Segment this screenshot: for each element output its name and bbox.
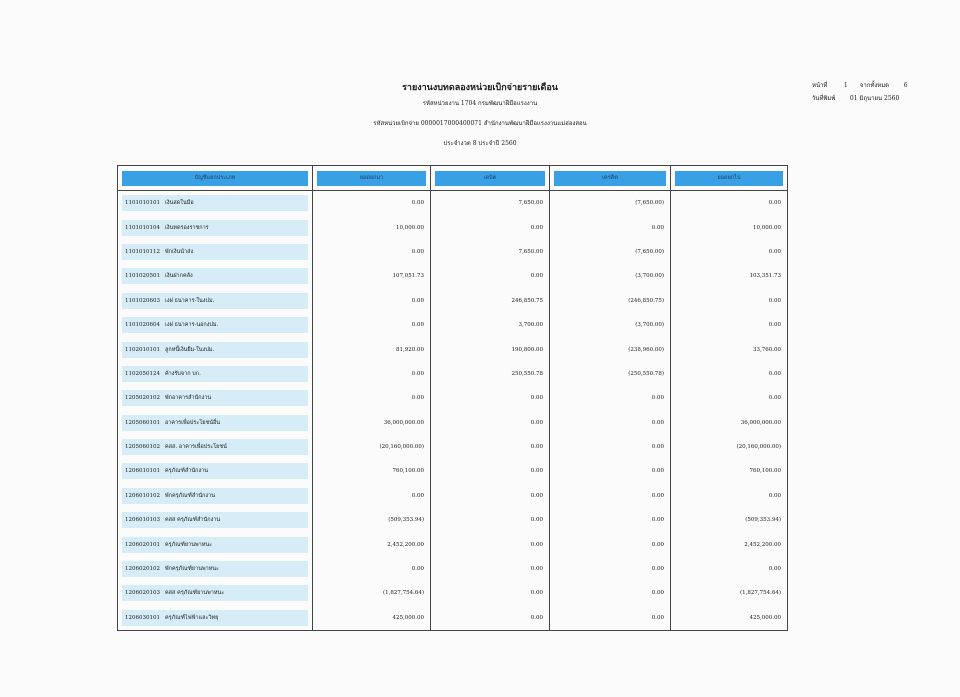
brought-forward-cell: (509,353.94): [313, 508, 431, 532]
print-date: 01 มิถุนายน 2560: [849, 95, 900, 102]
col-header-carried-forward: ยอดยกไป: [671, 166, 788, 191]
table-row: [118, 557, 788, 581]
account-code: 1205020102: [125, 395, 160, 402]
table-row: [118, 289, 788, 313]
trial-balance-table: [117, 165, 788, 631]
debit-cell: 0.00: [431, 459, 550, 483]
col-header-debit: เดบิต: [431, 166, 550, 191]
credit-cell: 0.00: [550, 411, 671, 435]
credit-cell: (3,700.00): [550, 313, 671, 337]
debit-cell: 250,550.78: [431, 362, 550, 386]
page-label: หน้าที่: [812, 82, 828, 89]
disbursement-unit-line: รหัสหน่วยเบิกจ่าย 0000017000400071 สำนักงานพัฒนาฝีมือแรงงานแม่ฮ่องสอน: [373, 120, 587, 127]
account-name: พักอาคารสำนักงาน: [165, 395, 212, 402]
period-line: ประจำงวด 8 ประจำปี 2560: [443, 140, 517, 147]
table-row: [118, 337, 788, 361]
credit-cell: (7,650.00): [550, 240, 671, 264]
account-cell: [118, 240, 313, 264]
debit-cell: 3,700.00: [431, 313, 550, 337]
credit-cell: 0.00: [550, 435, 671, 459]
account-cell: [118, 191, 313, 216]
brought-forward-cell: 36,000,000.00: [313, 411, 431, 435]
carried-forward-cell: 0.00: [671, 557, 788, 581]
account-name: คสส ครุภัณฑ์สำนักงาน: [165, 517, 221, 524]
credit-cell: 0.00: [550, 581, 671, 605]
debit-cell: 0.00: [431, 484, 550, 508]
account-code: 1206010101: [125, 468, 160, 475]
account-code: 1206010102: [125, 492, 160, 499]
brought-forward-cell: (1,827,754.64): [313, 581, 431, 605]
col-header-brought-forward: ยอดยกมา: [313, 166, 431, 191]
account-name: เงฝ ธนาคาร-นอกงปม.: [165, 322, 219, 329]
agency-line: รหัสหน่วยงาน 1704 กรมพัฒนาฝีมือแรงงาน: [422, 100, 538, 107]
account-name: พักครุภัณฑ์ยานพาหนะ: [165, 566, 220, 573]
debit-cell: 0.00: [431, 215, 550, 239]
carried-forward-cell: 2,452,200.00: [671, 532, 788, 556]
carried-forward-cell: (1,827,754.64): [671, 581, 788, 605]
carried-forward-cell: (509,353.94): [671, 508, 788, 532]
account-cell: [118, 606, 313, 631]
page-number: 1: [843, 82, 848, 89]
report-title: รายงานงบทดลองหน่วยเบิกจ่ายรายเดือน: [402, 83, 558, 93]
table-header-row: [118, 166, 788, 191]
carried-forward-cell: 36,000,000.00: [671, 411, 788, 435]
table-row: [118, 411, 788, 435]
account-name: พักครุภัณฑ์สำนักงาน: [165, 492, 215, 499]
account-cell: [118, 215, 313, 239]
brought-forward-cell: 0.00: [313, 313, 431, 337]
account-code: 1101020501: [125, 273, 160, 280]
brought-forward-cell: 0.00: [313, 240, 431, 264]
credit-cell: (3,700.00): [550, 264, 671, 288]
account-code: 1101010101: [125, 200, 160, 207]
account-cell: [118, 435, 313, 459]
account-cell: [118, 264, 313, 288]
credit-cell: (250,550.78): [550, 362, 671, 386]
account-name: ครุภัณฑ์ยานพาหนะ: [165, 541, 213, 548]
debit-cell: 0.00: [431, 411, 550, 435]
table-row: [118, 459, 788, 483]
account-code: 1101010112: [125, 248, 160, 255]
account-cell: [118, 362, 313, 386]
page-info: [812, 80, 908, 90]
credit-cell: 0.00: [550, 532, 671, 556]
table-row: [118, 240, 788, 264]
account-cell: [118, 532, 313, 556]
account-name: ครุภัณฑ์ไฟฟ้าและวิทยุ: [165, 614, 219, 621]
credit-cell: 0.00: [550, 386, 671, 410]
table-row: [118, 606, 788, 631]
print-date-info: [812, 93, 899, 103]
debit-cell: 0.00: [431, 508, 550, 532]
col-header-credit: เครดิต: [550, 166, 671, 191]
brought-forward-cell: 0.00: [313, 289, 431, 313]
account-name: เงินฝากคลัง: [165, 273, 193, 280]
carried-forward-cell: 33,760.00: [671, 337, 788, 361]
account-name: พักเงินนำส่ง: [165, 248, 194, 255]
debit-cell: 7,650.00: [431, 191, 550, 216]
carried-forward-cell: 0.00: [671, 240, 788, 264]
account-code: 1101020604: [125, 322, 160, 329]
table-row: [118, 532, 788, 556]
debit-cell: 0.00: [431, 532, 550, 556]
table-row: [118, 215, 788, 239]
account-code: 1206010103: [125, 517, 160, 524]
brought-forward-cell: 10,000.00: [313, 215, 431, 239]
account-cell: [118, 557, 313, 581]
account-name: ครุภัณฑ์สำนักงาน: [165, 468, 208, 475]
credit-cell: 0.00: [550, 508, 671, 532]
debit-cell: 0.00: [431, 264, 550, 288]
account-name: ลูกหนี้เงินยืม-ในงปม.: [165, 346, 215, 353]
brought-forward-cell: 425,000.00: [313, 606, 431, 631]
credit-cell: 0.00: [550, 215, 671, 239]
table-row: [118, 386, 788, 410]
account-cell: [118, 289, 313, 313]
col-header-account: บัญชีแยกประเภท: [118, 166, 313, 191]
debit-cell: 0.00: [431, 435, 550, 459]
brought-forward-cell: (20,160,000.00): [313, 435, 431, 459]
brought-forward-cell: 0.00: [313, 191, 431, 216]
print-date-label: วันที่พิมพ์: [812, 95, 836, 102]
brought-forward-cell: 760,100.00: [313, 459, 431, 483]
account-name: เงฝ ธนาคาร-ในงปม.: [165, 297, 215, 304]
carried-forward-cell: 760,100.00: [671, 459, 788, 483]
table-row: [118, 191, 788, 216]
brought-forward-cell: 81,920.00: [313, 337, 431, 361]
account-name: คสส. อาคารเพื่อประโยชน์: [165, 444, 227, 451]
carried-forward-cell: 0.00: [671, 386, 788, 410]
brought-forward-cell: 0.00: [313, 362, 431, 386]
brought-forward-cell: 0.00: [313, 557, 431, 581]
account-cell: [118, 508, 313, 532]
table-row: [118, 508, 788, 532]
carried-forward-cell: 10,000.00: [671, 215, 788, 239]
table-row: [118, 435, 788, 459]
account-code: 1101010104: [125, 224, 160, 231]
brought-forward-cell: 2,452,200.00: [313, 532, 431, 556]
account-name: ค้างรับจาก บก.: [165, 370, 201, 377]
account-cell: [118, 337, 313, 361]
account-name: คสส ครุภัณฑ์ยานพาหนะ: [165, 590, 225, 597]
brought-forward-cell: 107,051.73: [313, 264, 431, 288]
account-cell: [118, 313, 313, 337]
table-row: [118, 362, 788, 386]
debit-cell: 0.00: [431, 581, 550, 605]
brought-forward-cell: 0.00: [313, 484, 431, 508]
carried-forward-cell: 425,000.00: [671, 606, 788, 631]
carried-forward-cell: 0.00: [671, 484, 788, 508]
table-row: [118, 313, 788, 337]
total-pages-label: จากทั้งหมด: [859, 82, 890, 89]
credit-cell: (238,960.00): [550, 337, 671, 361]
account-code: 1101020603: [125, 297, 160, 304]
table-row: [118, 264, 788, 288]
account-name: เงินทดรองราชการ: [165, 224, 209, 231]
credit-cell: 0.00: [550, 459, 671, 483]
credit-cell: (246,850.75): [550, 289, 671, 313]
debit-cell: 0.00: [431, 606, 550, 631]
debit-cell: 246,850.75: [431, 289, 550, 313]
credit-cell: (7,650.00): [550, 191, 671, 216]
account-name: อาคารเพื่อประโยชน์อื่น: [165, 419, 221, 426]
carried-forward-cell: 0.00: [671, 313, 788, 337]
debit-cell: 190,800.00: [431, 337, 550, 361]
account-cell: [118, 484, 313, 508]
table-row: [118, 484, 788, 508]
credit-cell: 0.00: [550, 484, 671, 508]
carried-forward-cell: 0.00: [671, 362, 788, 386]
credit-cell: 0.00: [550, 557, 671, 581]
account-code: 1205060102: [125, 444, 160, 451]
account-code: 1205060101: [125, 419, 160, 426]
account-code: 1206020102: [125, 566, 160, 573]
total-pages: 6: [903, 82, 908, 89]
debit-cell: 0.00: [431, 557, 550, 581]
account-cell: [118, 459, 313, 483]
account-cell: [118, 581, 313, 605]
carried-forward-cell: (20,160,000.00): [671, 435, 788, 459]
carried-forward-cell: 103,351.73: [671, 264, 788, 288]
account-code: 1206020103: [125, 590, 160, 597]
table-row: [118, 581, 788, 605]
credit-cell: 0.00: [550, 606, 671, 631]
account-code: 1102010101: [125, 346, 160, 353]
brought-forward-cell: 0.00: [313, 386, 431, 410]
debit-cell: 7,650.00: [431, 240, 550, 264]
carried-forward-cell: 0.00: [671, 289, 788, 313]
account-name: เงินสดในมือ: [165, 200, 194, 207]
carried-forward-cell: 0.00: [671, 191, 788, 216]
account-code: 1206020101: [125, 541, 160, 548]
account-cell: [118, 411, 313, 435]
account-code: 1206030101: [125, 614, 160, 621]
account-code: 1102050124: [125, 370, 160, 377]
account-cell: [118, 386, 313, 410]
debit-cell: 0.00: [431, 386, 550, 410]
